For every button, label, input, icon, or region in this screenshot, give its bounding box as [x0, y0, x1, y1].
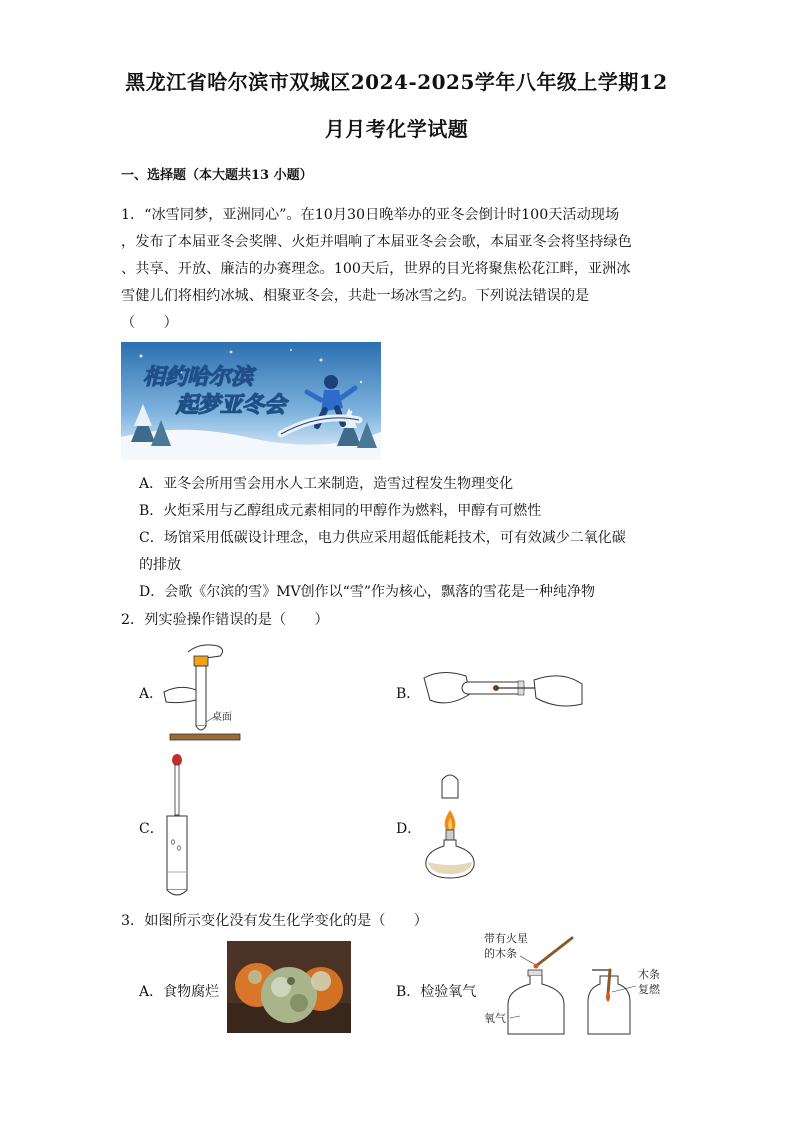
q2-option-d-label[interactable]: D．	[396, 821, 422, 837]
q1-option-c[interactable]: C．场馆采用低碳设计理念，电力供应采用超低能耗技术，可有效减少二氧化碳	[139, 530, 626, 546]
banner-title-2: 起梦亚冬会	[176, 393, 287, 418]
banner-illustration	[121, 342, 381, 460]
q2-stem: 2．列实验操作错误的是（ ）	[121, 612, 329, 628]
rotten-food-icon	[227, 941, 351, 1033]
q1-option-a[interactable]: A．亚冬会所用雪会用水人工来制造，造雪过程发生物理变化	[139, 476, 514, 492]
relight-label-line-2: 复燃	[638, 983, 660, 996]
page-title-line-2: 月月考化学试题	[324, 117, 469, 141]
desk-label: 桌面	[212, 712, 232, 723]
q2-option-b-label[interactable]: B．	[396, 686, 421, 702]
section-heading: 一、选择题（本大题共13 小题）	[121, 168, 313, 183]
stick-label-line-1: 带有火星	[484, 932, 528, 945]
q2-option-c-label[interactable]: C．	[139, 821, 164, 837]
horizontal-test-tube-figure	[422, 664, 587, 714]
flame-icon	[445, 810, 456, 832]
q1-option-c-continued: 的排放	[139, 557, 181, 573]
q3-option-a[interactable]: A．食物腐烂	[139, 984, 220, 1000]
q1-stem-line-4: 雪健儿们将相约冰城、相聚亚冬会，共赴一场冰雪之约。下列说法错误的是	[121, 288, 590, 304]
q2-figure-d	[420, 770, 480, 882]
q3-stem: 3．如图所示变化没有发生化学变化的是（ ）	[121, 913, 428, 929]
oxygen-label: 氧气	[484, 1012, 506, 1025]
oxygen-test-figure	[480, 930, 680, 1038]
rotten-fruit-photo	[227, 941, 351, 1033]
winter-games-banner	[121, 342, 381, 460]
q3-figure-oxygen-test	[480, 930, 680, 1038]
q1-stem-line-1: 1．“冰雪同梦，亚洲同心”。在10月30日晚举办的亚冬会倒计时100天活动现场	[121, 207, 620, 223]
stick-label-line-2: 的木条	[484, 947, 517, 960]
relight-label-line-1: 木条	[638, 968, 660, 981]
q1-stem-line-2: ，发布了本届亚冬会奖牌、火炬并唱响了本届亚冬会会歌，本届亚冬会将坚持绿色	[121, 234, 632, 250]
q2-figure-a	[160, 640, 250, 745]
q2-option-a-label[interactable]: A．	[139, 686, 164, 702]
alcohol-lamp-figure	[420, 770, 480, 882]
q1-option-d[interactable]: D．会歌《尔滨的雪》MV创作以“雪”作为核心，飘落的雪花是一种纯净物	[139, 584, 595, 600]
dropper-test-tube-figure	[160, 752, 200, 898]
q1-answer-blank: （ ）	[121, 315, 178, 331]
q3-option-b[interactable]: B．检验氧气	[396, 984, 477, 1000]
test-tube-stopper-figure	[160, 640, 250, 745]
banner-title-1: 相约哈尔滨	[143, 365, 254, 390]
q2-figure-c	[160, 752, 200, 898]
page-title-line-1: 黑龙江省哈尔滨市双城区2024-2025学年八年级上学期12	[125, 70, 668, 94]
q2-figure-b	[422, 664, 587, 714]
q1-stem-line-3: 、共享、开放、廉洁的办赛理念。100天后，世界的目光将聚焦松花江畔，亚洲冰	[121, 261, 631, 277]
q1-option-b[interactable]: B．火炬采用与乙醇组成元素相同的甲醇作为燃料，甲醇有可燃性	[139, 503, 542, 519]
